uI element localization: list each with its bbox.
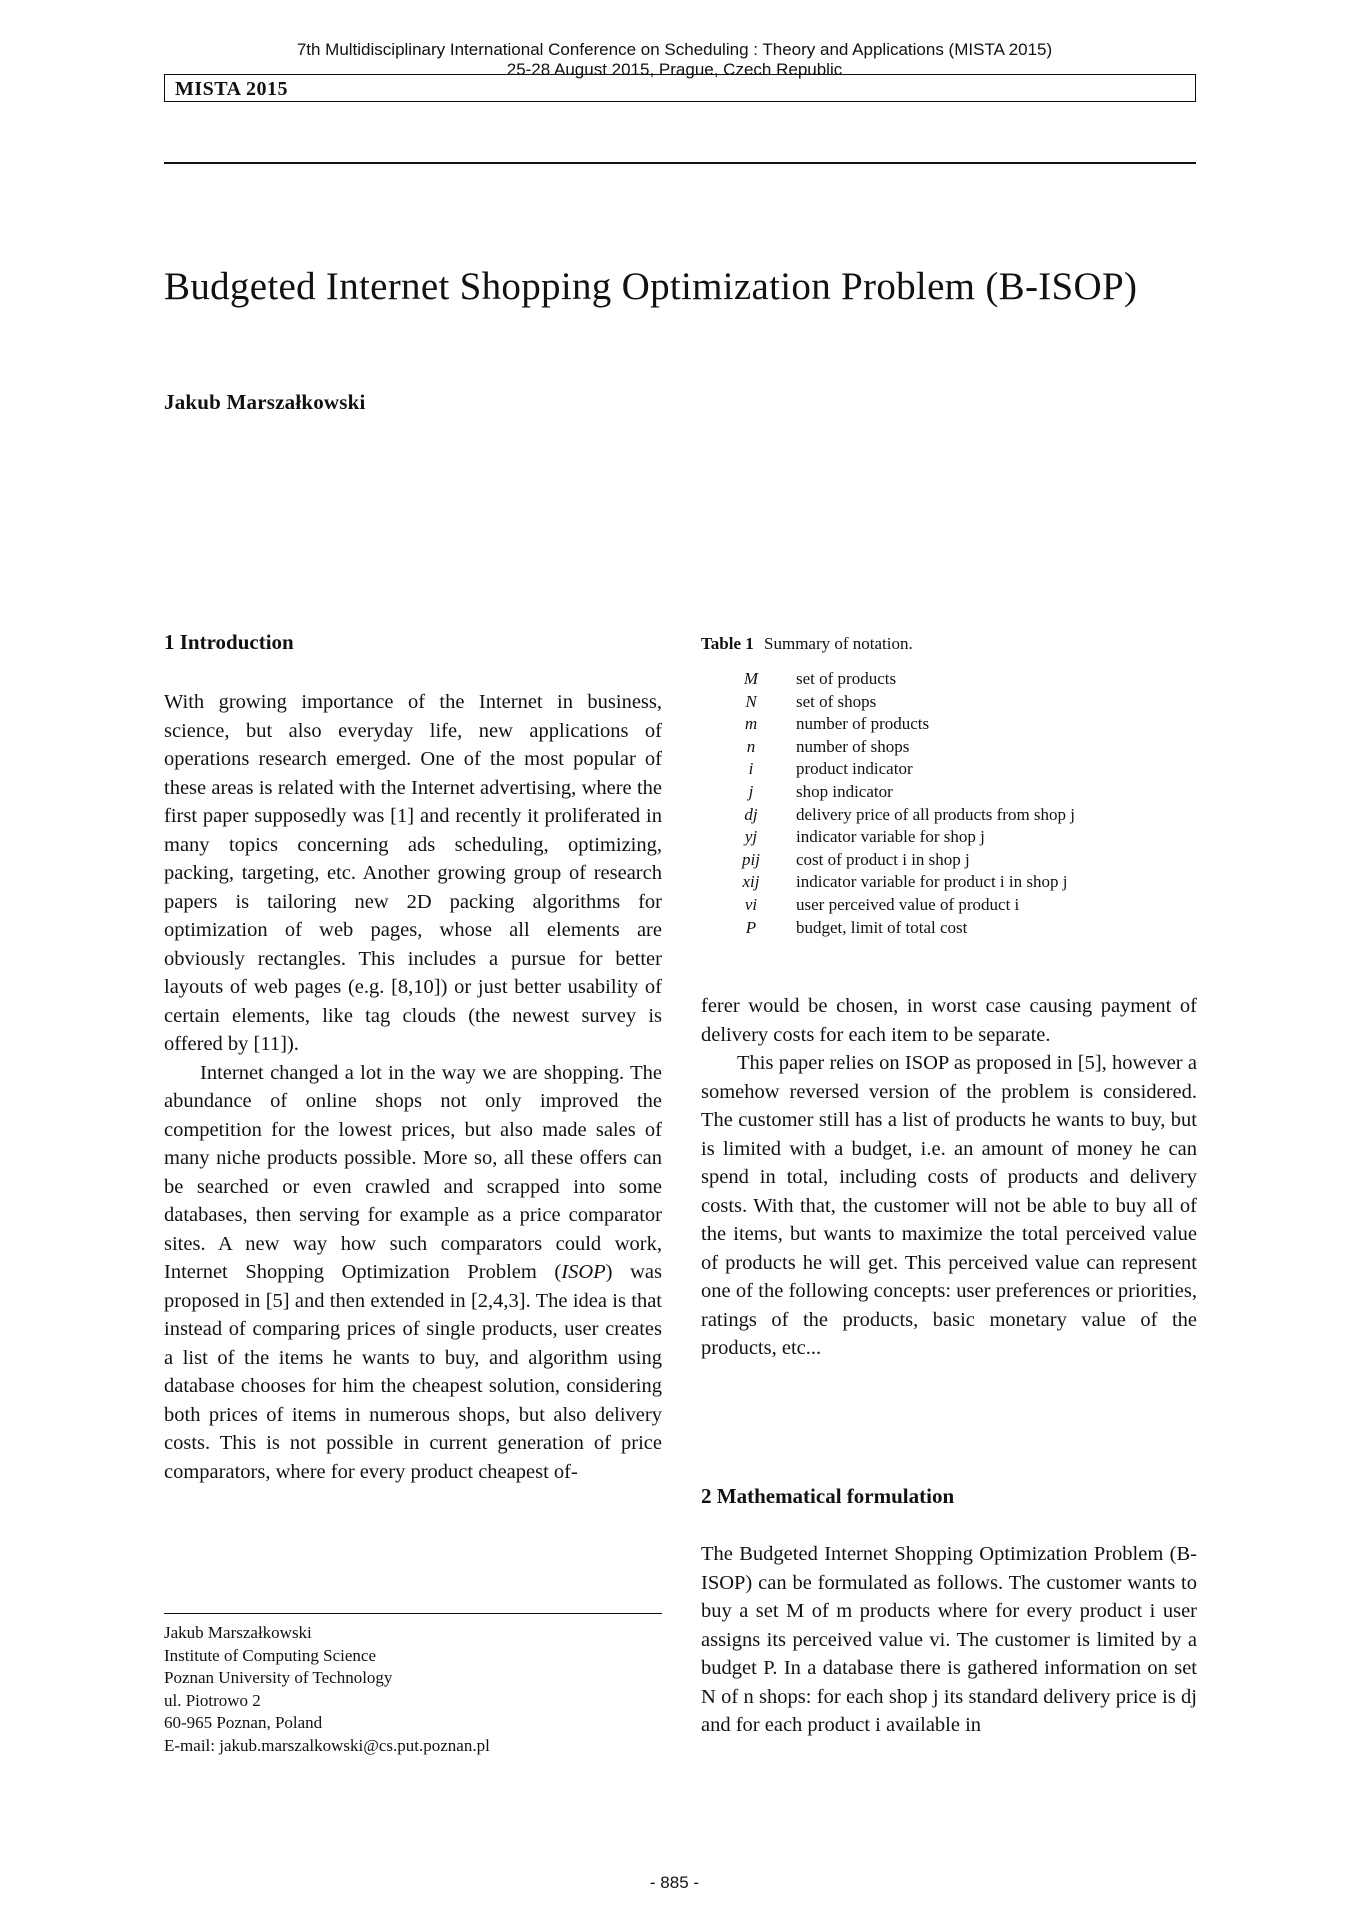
- notation-symbol: vi: [744, 894, 758, 914]
- notation-definition: shop indicator: [796, 781, 893, 801]
- footnote-name: Jakub Marszałkowski: [164, 1623, 312, 1642]
- footnote-university: Poznan University of Technology: [164, 1668, 393, 1688]
- notation-symbol: xij: [742, 872, 760, 892]
- notation-row: [720, 826, 1075, 849]
- notation-symbol: P: [745, 917, 757, 937]
- notation-definition: set of shops: [796, 691, 877, 711]
- notation-symbol: m: [744, 714, 758, 734]
- notation-symbol: N: [745, 691, 757, 711]
- notation-row: [720, 894, 1075, 917]
- notation-definition: cost of product i in shop j: [796, 849, 970, 869]
- notation-row: [720, 758, 1075, 781]
- table-caption: [701, 634, 913, 654]
- table-caption-text: Summary of notation.: [764, 634, 913, 653]
- notation-definition: set of products: [796, 669, 897, 688]
- table-label: Table 1: [701, 634, 754, 653]
- notation-definition: indicator variable for product i in shop j: [796, 872, 1068, 892]
- intro-heading: 1 Introduction: [164, 630, 294, 654]
- notation-definition: delivery price of all products from shop j: [796, 804, 1076, 824]
- notation-definition: budget, limit of total cost: [796, 917, 968, 937]
- notation-definition: product indicator: [796, 759, 913, 779]
- notation-row: [720, 804, 1075, 827]
- footnote-rule: [164, 1613, 662, 1614]
- notation-definition: number of shops: [796, 736, 910, 756]
- notation-definition: number of products: [796, 714, 930, 734]
- left-column-body: [164, 688, 662, 1486]
- intro-continuation: ferer would be chosen, in worst case causing payment of delivery costs for each item to be separate.: [701, 995, 1197, 1046]
- right-column-body: [701, 992, 1197, 1363]
- isop-term: ISOP: [561, 1261, 606, 1283]
- notation-symbol: n: [746, 736, 756, 756]
- intro-paragraph-2: [164, 1059, 662, 1487]
- intro-paragraph-2-part-a: Internet changed a lot in the way we are shopping. The abundance of online shops not only improved the competition for the lowest prices, but also made sales of many niche products possible. More so, all these offers can be searched or even crawled and scrapped into some databases, then serving for example as a price comparator sites. A new way how such comparators could work, Internet Shopping Optimization Problem (: [164, 1061, 662, 1283]
- running-header-line-2: 25-28 August 2015, Prague, Czech Republic: [506, 60, 843, 79]
- intro-paragraph-1: With growing importance of the Internet in business, science, but also everyday life, new applications of operations research emerged. One of the most popular of these areas is related with the Internet advertising, where the first paper supposedly was [1] and recently it proliferated in many topics concerning ads scheduling, optimizing, packing, targeting, etc. Another growing group of research papers is tailoring new 2D packing algorithms for optimization of web pages, whose all elements are obviously rectangles. This includes a pursue for better layouts of web pages (e.g. [8,10]) or just better usability of certain elements, like tag clouds (the newest survey is offered by [11]).: [164, 691, 662, 1055]
- running-header-line-1: 7th Multidisciplinary International Conference on Scheduling : Theory and Applications (MISTA 2015): [296, 40, 1053, 59]
- footnote-institute: Institute of Computing Science: [164, 1645, 376, 1665]
- venue-label: MISTA 2015: [175, 78, 288, 100]
- notation-symbol: pij: [742, 849, 760, 869]
- header-rule: [164, 162, 1196, 164]
- notation-symbol: dj: [744, 804, 758, 824]
- notation-symbol: yj: [744, 827, 758, 847]
- notation-row: [720, 668, 1075, 691]
- notation-definition: user perceived value of product i: [796, 894, 1020, 914]
- notation-row: [720, 871, 1075, 894]
- intro-paragraph-2-part-b: ) was proposed in [5] and then extended in [2,4,3]. The idea is that instead of comparing prices of single products, user creates a list of the items he wants to buy, and algorithm using database chooses for him the cheapest solution, considering both prices of items in numerous shops, but also delivery costs. This is not possible in current generation of price comparators, where for every product cheapest of-: [164, 1261, 662, 1483]
- page-number: - 885 -: [649, 1873, 700, 1892]
- intro-paragraph-3: This paper relies on ISOP as proposed in [5], however a somehow reversed version of the problem is considered. The customer still has a list of products he wants to buy, but is limited with a budget, i.e. an amount of money he can spend in total, including costs of products and delivery costs. With that, the customer will not be able to buy all of the items, but wants to maximize the total perceived value of products he will get. This perceived value can represent one of the following concepts: user preferences or priorities, ratings of the products, basic monetary value of the products, etc...: [701, 1052, 1197, 1359]
- notation-table: [720, 668, 1075, 939]
- notation-definition: indicator variable for shop j: [796, 827, 985, 847]
- notation-row: [720, 917, 1075, 940]
- notation-symbol: i: [748, 759, 754, 779]
- author-footnote: [164, 1622, 490, 1758]
- venue-box: [164, 74, 1196, 102]
- paper-title: Budgeted Internet Shopping Optimization Problem (B-ISOP): [164, 265, 1138, 308]
- notation-row: [720, 781, 1075, 804]
- notation-row: [720, 849, 1075, 872]
- notation-row: [720, 713, 1075, 736]
- math-heading: 2 Mathematical formulation: [701, 1484, 955, 1508]
- notation-row: [720, 736, 1075, 759]
- footnote-street: ul. Piotrowo 2: [164, 1690, 261, 1710]
- math-paragraph: The Budgeted Internet Shopping Optimization Problem (B-ISOP) can be formulated as follows. The customer wants to buy a set M of m products where for every product i user assigns its perceived value vi. The customer is limited by a budget P. In a database there is gathered information on set N of n shops: for each shop j its standard delivery price is dj and for each product i available in: [701, 1543, 1197, 1736]
- author-name: Jakub Marszałkowski: [164, 390, 366, 414]
- notation-symbol: M: [743, 669, 759, 688]
- notation-row: [720, 691, 1075, 714]
- footnote-email: E-mail: jakub.marszalkowski@cs.put.poznan.pl: [164, 1735, 490, 1755]
- footnote-city: 60-965 Poznan, Poland: [164, 1713, 323, 1733]
- notation-symbol: j: [748, 781, 754, 801]
